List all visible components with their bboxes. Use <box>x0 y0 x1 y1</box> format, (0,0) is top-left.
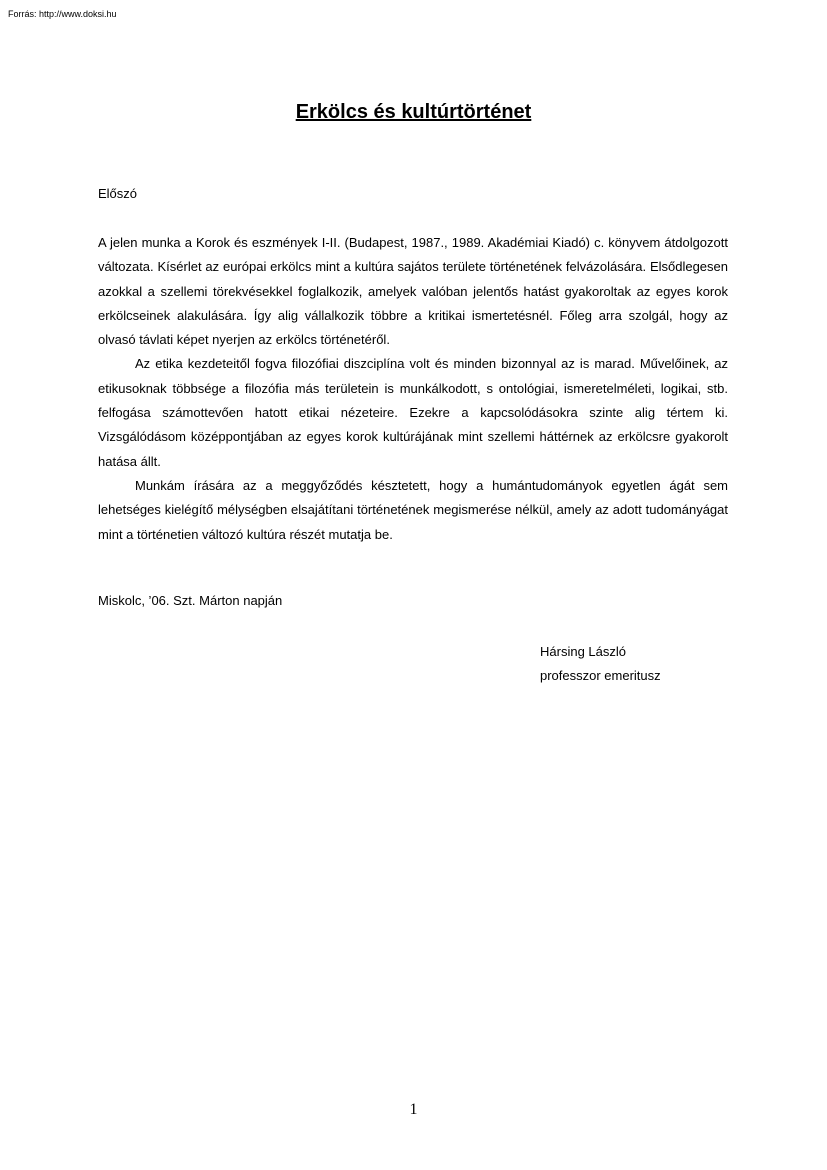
preface-heading: Előszó <box>98 186 138 201</box>
preface-body <box>98 231 728 547</box>
signature-block <box>540 640 661 689</box>
author-name: Hársing László <box>540 644 626 659</box>
page-number: 1 <box>409 1101 418 1118</box>
document-title: Erkölcs és kultúrtörténet <box>295 101 532 123</box>
source-line: Forrás: http://www.doksi.hu <box>8 9 117 19</box>
paragraph-3: Munkám írására az a meggyőződés késztetett, hogy a humántudományok egyetlen ágát sem lehetséges kielégítő mélységben elsajátítani történetének megismerése nélkül, amely az adott tudományágat mint a történetien változó kultúra részét mutatja be. <box>98 477 728 542</box>
paragraph-2: Az etika kezdeteitől fogva filozófiai diszciplína volt és minden bizonnyal az is marad. Művelőinek, az etikusoknak többsége a filozófia más területein is munkálkodott, s ontológiai, ismeretelméleti, logikai, stb. felfogása számottevően hatott etikai nézeteire. Ezekre a kapcsolódásokra szinte alig tértem ki. Vizsgálódásom középpontjában az egyes korok kultúrájának mint szellemi háttérnek az erkölcsre gyakorolt hatása állt. <box>98 356 728 469</box>
place-date: Miskolc, ’06. Szt. Márton napján <box>98 593 283 608</box>
author-role: professzor emeritusz <box>540 668 661 684</box>
paragraph-1: A jelen munka a Korok és eszmények I-II. (Budapest, 1987., 1989. Akadémiai Kiadó) c. könyvem átdolgozott változata. Kísérlet az európai erkölcs mint a kultúra sajátos területe történetének felvázolására. Elsődlegesen azokkal a szellemi törekvésekkel foglalkozik, amelyek valóban jelentős hatást gyakoroltak az egyes korok erkölcseinek alakulására. Így alig vállalkozik többre a kritikai ismertetésnél. Főleg arra szolgál, hogy az olvasó távlati képet nyerjen az erkölcs történetéről. <box>98 235 728 348</box>
